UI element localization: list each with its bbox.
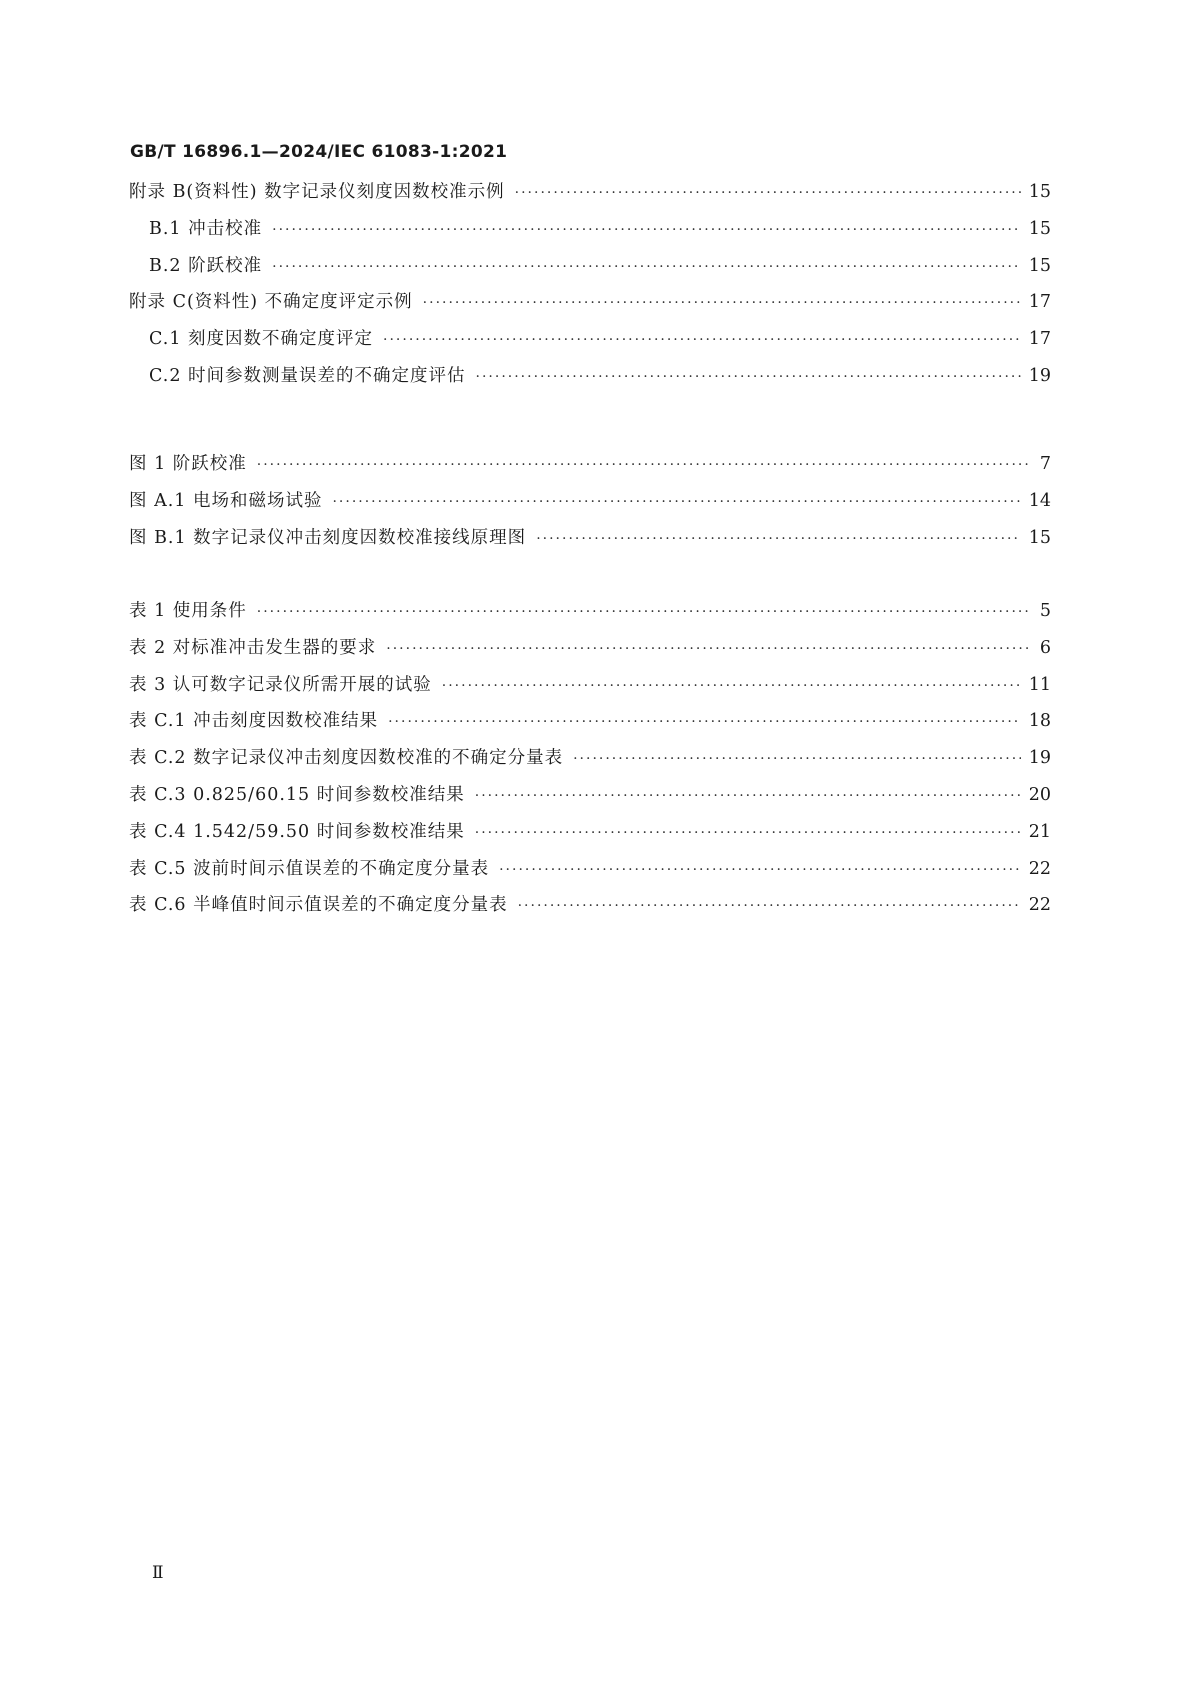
dot-leader (518, 898, 1021, 913)
toc-entry-label: 附录 C(资料性) 不确定度评定示例 (129, 292, 413, 313)
toc-entry[interactable] (129, 891, 1051, 928)
toc-entry[interactable] (129, 781, 1051, 818)
toc-entry[interactable] (129, 597, 1051, 634)
dot-leader (536, 531, 1021, 546)
toc-entry-page: 17 (1028, 329, 1051, 350)
dot-leader (515, 185, 1021, 200)
toc-entry[interactable] (129, 362, 1051, 399)
dot-leader (476, 369, 1021, 384)
toc-entry[interactable] (129, 487, 1051, 524)
toc-entry-page: 11 (1028, 674, 1051, 695)
toc-figure-list (129, 450, 1051, 560)
dot-leader (475, 788, 1021, 803)
toc-entry-label: 表 3 认可数字记录仪所需开展的试验 (129, 674, 432, 695)
toc-entry[interactable] (129, 325, 1051, 362)
toc-entry[interactable] (129, 288, 1051, 325)
toc-entry-page: 18 (1028, 711, 1051, 732)
toc-entry[interactable] (129, 215, 1051, 252)
dot-leader (475, 825, 1021, 840)
toc-entry-label: 表 C.1 冲击刻度因数校准结果 (129, 711, 379, 732)
page-number: Ⅱ (152, 1563, 164, 1583)
toc-entry-page: 15 (1028, 527, 1051, 548)
toc-entry-page: 20 (1028, 784, 1051, 805)
toc-entry-label: 图 1 阶跃校准 (129, 454, 247, 474)
dot-leader (257, 604, 1029, 619)
toc-appendix-list (129, 178, 1051, 399)
toc-entry-label: 表 C.5 波前时间示值误差的不确定度分量表 (129, 858, 490, 879)
dot-leader (272, 259, 1021, 274)
dot-leader (423, 295, 1021, 310)
toc-entry-page: 17 (1028, 292, 1051, 313)
toc-entry[interactable] (129, 744, 1051, 781)
toc-entry[interactable] (129, 671, 1051, 708)
toc-entry-page: 19 (1028, 748, 1051, 769)
toc-entry-label: 图 B.1 数字记录仪冲击刻度因数校准接线原理图 (129, 527, 527, 548)
toc-entry-page: 6 (1039, 637, 1051, 658)
toc-entry-label: B.1 冲击校准 (149, 218, 263, 239)
toc-entry-label: 表 C.4 1.542/59.50 时间参数校准结果 (129, 821, 465, 842)
toc-entry-label: 表 C.6 半峰值时间示值误差的不确定度分量表 (129, 895, 508, 916)
toc-entry-page: 7 (1039, 454, 1051, 474)
toc-entry-page: 5 (1039, 601, 1051, 621)
toc-entry-label: C.1 刻度因数不确定度评定 (149, 329, 374, 350)
toc-entry[interactable] (129, 818, 1051, 855)
dot-leader (386, 641, 1029, 656)
toc-entry-label: 表 1 使用条件 (129, 601, 247, 621)
dot-leader (332, 494, 1020, 509)
dot-leader (388, 714, 1021, 729)
toc-entry-page: 22 (1028, 858, 1051, 879)
toc-entry-page: 15 (1028, 182, 1051, 202)
toc-entry-page: 14 (1028, 490, 1051, 511)
dot-leader (573, 751, 1021, 766)
toc-entry[interactable] (129, 707, 1051, 744)
dot-leader (257, 457, 1029, 472)
toc-entry-label: 图 A.1 电场和磁场试验 (129, 490, 323, 511)
toc-entry[interactable] (129, 450, 1051, 487)
toc-entry[interactable] (129, 634, 1051, 671)
toc-entry[interactable] (129, 178, 1051, 215)
toc-entry-label: 表 2 对标准冲击发生器的要求 (129, 637, 377, 658)
toc-entry-label: 表 C.2 数字记录仪冲击刻度因数校准的不确定分量表 (129, 748, 564, 769)
toc-entry-label: B.2 阶跃校准 (149, 255, 263, 276)
toc-entry[interactable] (129, 524, 1051, 561)
dot-leader (442, 678, 1021, 693)
dot-leader (383, 332, 1021, 347)
toc-entry-label: 表 C.3 0.825/60.15 时间参数校准结果 (129, 784, 465, 805)
toc-entry[interactable] (129, 855, 1051, 892)
toc-entry-page: 15 (1028, 255, 1051, 276)
dot-leader (499, 862, 1021, 877)
toc-entry-page: 19 (1028, 365, 1051, 386)
toc-entry-page: 22 (1028, 895, 1051, 916)
standard-code-header: GB/T 16896.1—2024/IEC 61083-1:2021 (130, 142, 508, 162)
dot-leader (272, 222, 1021, 237)
toc-entry-page: 15 (1028, 218, 1051, 239)
toc-table-list (129, 597, 1051, 928)
toc-entry-label: C.2 时间参数测量误差的不确定度评估 (149, 365, 466, 386)
toc-entry[interactable] (129, 252, 1051, 289)
toc-entry-page: 21 (1028, 821, 1051, 842)
toc-entry-label: 附录 B(资料性) 数字记录仪刻度因数校准示例 (129, 182, 505, 202)
